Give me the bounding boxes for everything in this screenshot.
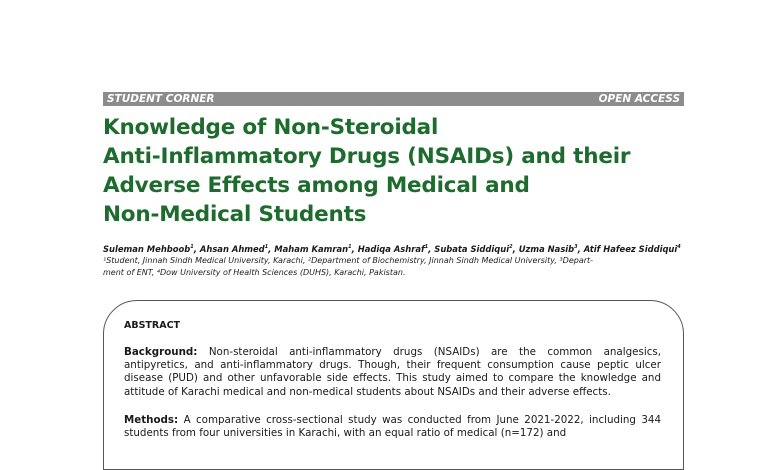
- author-name: Subata Siddiqui: [434, 243, 510, 254]
- article-title: [103, 113, 693, 229]
- author-affiliation-mark: 1: [264, 244, 269, 250]
- author-name: Uzma Nasib: [518, 243, 575, 254]
- affiliation-line-1: ¹Student, Jinnah Sindh Medical University, Karachi, ²Department of Biochemistry, Jinnah Sindh Medical University, ³Depart-: [103, 256, 594, 265]
- affiliation-line-2: ment of ENT, ⁴Dow University of Health Sciences (DUHS), Karachi, Pakistan.: [103, 267, 406, 277]
- author-name: Suleman Mehboob: [103, 243, 191, 254]
- title-line-4: Non-Medical Students: [103, 202, 367, 227]
- author-name: Atif Hafeez Siddiqui: [583, 243, 678, 254]
- background-text: Non-steroidal anti-inflammatory drugs (NSAIDs) are the common analgesics, antipyretics, and anti-inflammatory drugs. Though, their frequent consumption cause peptic ulcer disease (PUD) and other unfavorable side effects. This study aimed to compare the knowledge and attitude of Karachi medical and non-medical students about NSAIDs and their adverse effects.: [124, 346, 661, 398]
- background-label: Background:: [124, 346, 198, 358]
- affiliations: [103, 255, 688, 278]
- banner-open-access: OPEN ACCESS: [598, 93, 680, 105]
- author-list: Suleman Mehboob$^1$, Ahsan Ahmed$^1$, Maham Kamran$^1$, Hadiqa Ashraf$^1$, Subata Siddiqui$^2$, Uzma Nasib$^3$, Atif Hafeez Siddiqui$^4$: [103, 243, 681, 254]
- author-affiliation-mark: 4: [677, 244, 681, 250]
- title-line-3: Adverse Effects among Medical and: [103, 173, 530, 198]
- abstract-heading: ABSTRACT: [124, 320, 181, 331]
- methods-label: Methods:: [124, 414, 179, 426]
- author-name: Maham Kamran: [274, 243, 349, 254]
- author-affiliation-mark: 1: [424, 244, 429, 250]
- methods-text: A comparative cross-sectional study was conducted from June 2021-2022, including 344 students from four universities in Karachi, with an equal ratio of medical (n=172) and: [124, 414, 661, 440]
- author-affiliation-mark: 2: [509, 244, 513, 250]
- title-line-1: Knowledge of Non-Steroidal: [103, 115, 439, 140]
- author-name: Ahsan Ahmed: [199, 243, 265, 254]
- banner-student-corner: STUDENT CORNER: [107, 93, 215, 105]
- author-name: Hadiqa Ashraf: [357, 243, 425, 254]
- title-line-2: Anti-Inflammatory Drugs (NSAIDs) and their: [103, 144, 631, 169]
- author-affiliation-mark: 3: [574, 244, 578, 250]
- author-affiliation-mark: 1: [190, 244, 194, 250]
- author-affiliation-mark: 1: [348, 244, 352, 250]
- abstract-background: [124, 346, 661, 399]
- abstract-methods: [124, 414, 661, 440]
- section-banner: [103, 92, 684, 106]
